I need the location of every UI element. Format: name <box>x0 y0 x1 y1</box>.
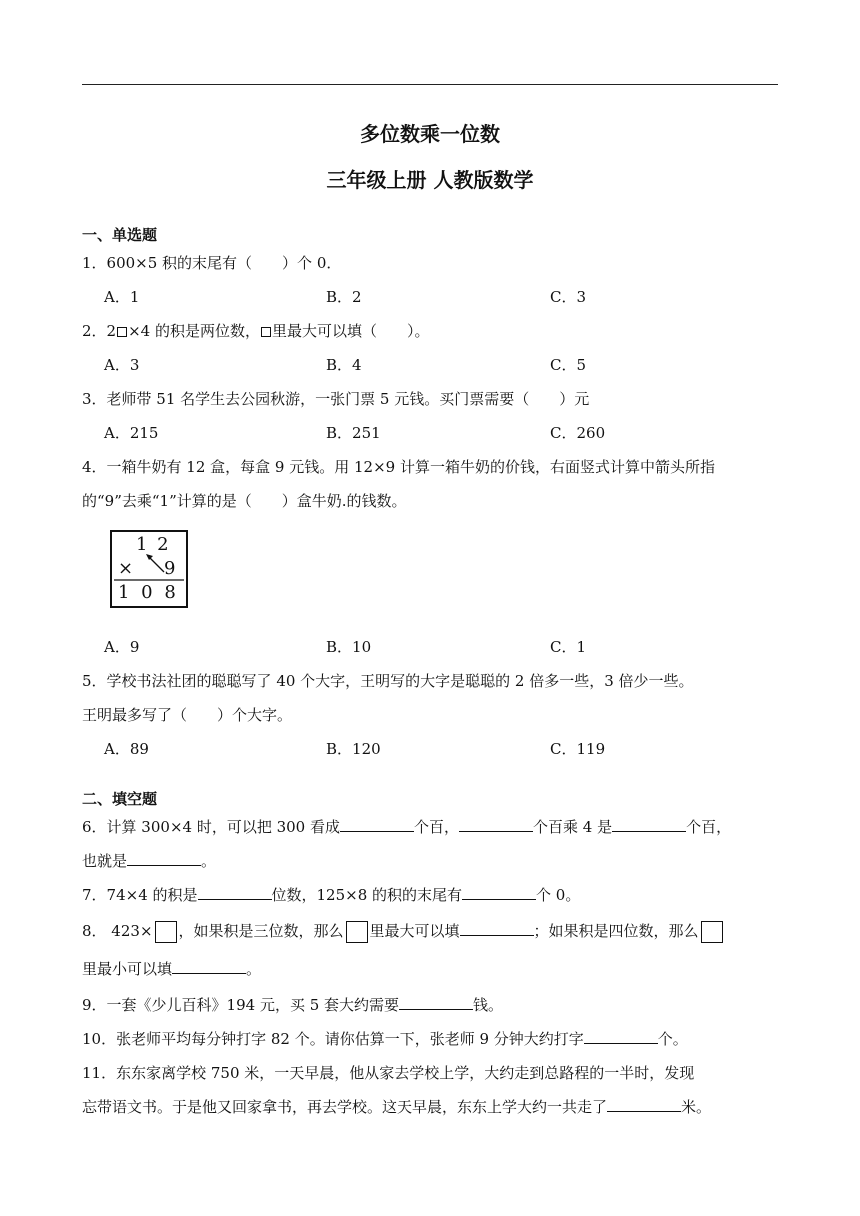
q2-option-a[interactable]: A．3 <box>104 356 140 374</box>
question-6-line-2 <box>82 850 216 871</box>
question-4-line-1: 4．一箱牛奶有 12 盒，每盒 9 元钱。用 12×9 计算一箱牛奶的价钱，右面竖式计算中箭头所指 <box>82 458 715 476</box>
question-2 <box>82 320 430 341</box>
q7-text-b: 位数，125×8 的积的末尾有 <box>271 886 463 904</box>
section-heading-single-choice: 一、单选题 <box>82 226 158 244</box>
q2-digit-box-ref <box>261 327 271 337</box>
q9-text-b: 钱。 <box>473 996 504 1014</box>
q8-text-e: 里最小可以填 <box>82 960 173 978</box>
page-title: 多位数乘一位数 <box>360 122 500 146</box>
q6-blank-2[interactable] <box>459 817 533 832</box>
q6-text-b: 个百， <box>414 818 460 836</box>
q2-option-c[interactable]: C．5 <box>550 356 587 374</box>
q4-option-a[interactable]: A．9 <box>104 638 140 656</box>
question-5-line-1: 5．学校书法社团的聪聪写了 40 个大字，王明写的大字是聪聪的 2 倍多一些，3 倍少一些。 <box>82 672 694 690</box>
q5-option-b[interactable]: B．120 <box>326 740 381 758</box>
q3-option-a[interactable]: A．215 <box>104 424 159 442</box>
q8-blank-1[interactable] <box>460 921 534 936</box>
q6-text-c: 个百乘 4 是 <box>533 818 613 836</box>
question-4-line-2: 的“9”去乘“1”计算的是（ ）盒牛奶.的钱数。 <box>82 492 407 510</box>
question-6-line-1 <box>82 816 731 837</box>
fig-multiplier: 9 <box>164 558 176 579</box>
q2-digit-box <box>117 327 127 337</box>
fig-times-sign: × <box>118 558 134 579</box>
q1-option-c[interactable]: C．3 <box>550 288 587 306</box>
q6-text-e: 也就是 <box>82 852 128 870</box>
q7-blank-1[interactable] <box>198 885 272 900</box>
q6-text-f: 。 <box>201 852 217 870</box>
q6-text-a: 6．计算 300×4 时，可以把 300 看成 <box>82 818 340 836</box>
q11-blank[interactable] <box>607 1097 681 1112</box>
q2-text-post: 里最大可以填（ ）。 <box>271 322 430 340</box>
q11-text-a: 忘带语文书。于是他又回家拿书，再去学校。这天早晨，东东上学大约一共走了 <box>82 1098 608 1116</box>
q1-option-a[interactable]: A．1 <box>104 288 140 306</box>
q6-blank-3[interactable] <box>612 817 686 832</box>
q6-blank-1[interactable] <box>340 817 414 832</box>
q8-text-c: 里最大可以填 <box>369 922 460 940</box>
q5-option-c[interactable]: C．119 <box>550 740 606 758</box>
q3-option-b[interactable]: B．251 <box>326 424 381 442</box>
question-3: 3．老师带 51 名学生去公园秋游，一张门票 5 元钱。买门票需要（ ）元 <box>82 390 590 408</box>
question-11-line-1: 11．东东家离学校 750 米，一天早晨，他从家去学校上学，大约走到总路程的一半时，发现 <box>82 1064 695 1082</box>
q6-blank-4[interactable] <box>127 851 201 866</box>
q7-text-c: 个 0。 <box>536 886 581 904</box>
question-11-line-2 <box>82 1096 711 1117</box>
q9-text-a: 9．一套《少儿百科》194 元，买 5 套大约需要 <box>82 996 400 1014</box>
q4-option-c[interactable]: C．1 <box>550 638 587 656</box>
q9-blank[interactable] <box>399 995 473 1010</box>
q8-text-b: ，如果积是三位数，那么 <box>178 922 344 940</box>
fig-multiplicand: 1 2 <box>136 534 171 555</box>
q1-option-b[interactable]: B．2 <box>326 288 362 306</box>
q8-digit-box-3[interactable] <box>701 921 723 943</box>
q8-digit-box-2[interactable] <box>346 921 368 943</box>
question-9 <box>82 994 503 1015</box>
q5-option-a[interactable]: A．89 <box>104 740 149 758</box>
fig-result: 1 0 8 <box>118 582 179 603</box>
q11-text-b: 米。 <box>681 1098 712 1116</box>
q8-text-a: 8． 423× <box>82 922 153 940</box>
q6-text-d: 个百， <box>686 818 732 836</box>
q8-digit-box-1[interactable] <box>155 921 177 943</box>
q8-text-f: 。 <box>246 960 262 978</box>
question-7 <box>82 884 580 905</box>
q2-text-mid: ×4 的积是两位数， <box>128 322 260 340</box>
vertical-multiplication-figure <box>110 530 188 608</box>
q4-option-b[interactable]: B．10 <box>326 638 372 656</box>
q3-option-c[interactable]: C．260 <box>550 424 606 442</box>
page-subtitle: 三年级上册 人教版数学 <box>326 168 534 192</box>
q2-option-b[interactable]: B．4 <box>326 356 362 374</box>
q7-blank-2[interactable] <box>462 885 536 900</box>
q7-text-a: 7．74×4 的积是 <box>82 886 198 904</box>
q10-text-a: 10．张老师平均每分钟打字 82 个。请你估算一下，张老师 9 分钟大约打字 <box>82 1030 584 1048</box>
q10-blank[interactable] <box>584 1029 658 1044</box>
q10-text-b: 个。 <box>657 1030 688 1048</box>
q8-text-d: ；如果积是四位数，那么 <box>533 922 699 940</box>
q2-text-pre: 2．2 <box>82 322 117 340</box>
question-1: 1．600×5 积的末尾有（ ）个 0． <box>82 254 342 272</box>
question-8-line-1 <box>82 920 725 943</box>
section-heading-fill-in: 二、填空题 <box>82 790 158 808</box>
question-5-line-2: 王明最多写了（ ）个大字。 <box>82 706 293 724</box>
question-8-line-2 <box>82 958 261 979</box>
question-10 <box>82 1028 688 1049</box>
header-rule <box>82 84 778 85</box>
q8-blank-2[interactable] <box>172 959 246 974</box>
